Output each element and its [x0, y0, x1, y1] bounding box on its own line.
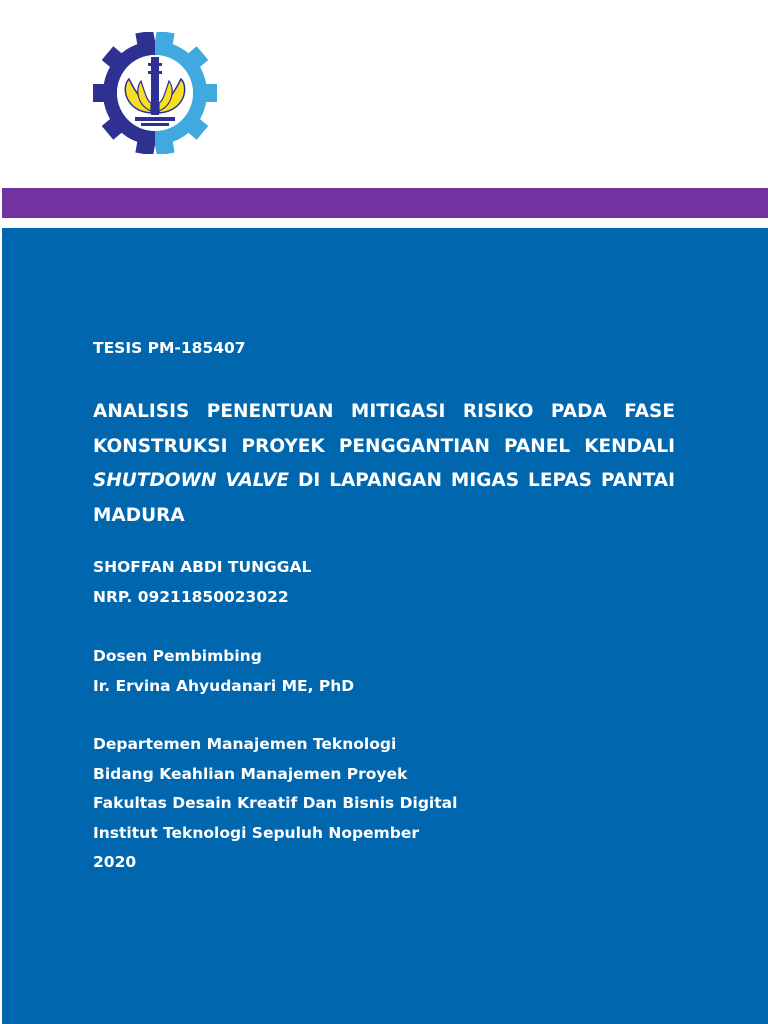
thesis-title-italic: SHUTDOWN VALVE	[93, 470, 289, 491]
purple-header-band	[2, 188, 768, 218]
author-block	[93, 553, 311, 612]
thesis-title	[93, 395, 675, 533]
year: 2020	[93, 853, 137, 871]
department-name: Departemen Manajemen Teknologi	[93, 735, 397, 753]
supervisor-block	[93, 642, 354, 701]
faculty-name: Fakultas Desain Kreatif Dan Bisnis Digital	[93, 794, 458, 812]
author-nrp: NRP. 09211850023022	[93, 587, 289, 606]
supervisor-name: Ir. Ervina Ahyudanari ME, PhD	[93, 676, 355, 695]
thesis-title-part1: ANALISIS PENENTUAN MITIGASI RISIKO PADA FASE KONSTRUKSI PROYEK PENGGANTIAN PANEL KENDALI	[93, 401, 675, 457]
supervisor-label: Dosen Pembimbing	[93, 647, 262, 665]
its-logo-icon	[92, 32, 224, 154]
author-name: SHOFFAN ABDI TUNGGAL	[93, 558, 312, 576]
field-name: Bidang Keahlian Manajemen Proyek	[93, 764, 408, 783]
institution-logo	[92, 32, 224, 154]
institute-name: Institut Teknologi Sepuluh Nopember	[93, 823, 419, 842]
thesis-code: TESIS PM-185407	[93, 339, 246, 357]
institution-block	[93, 730, 457, 878]
thesis-title-part2: DI LAPANGAN MIGAS LEPAS PANTAI MADURA	[93, 470, 675, 526]
